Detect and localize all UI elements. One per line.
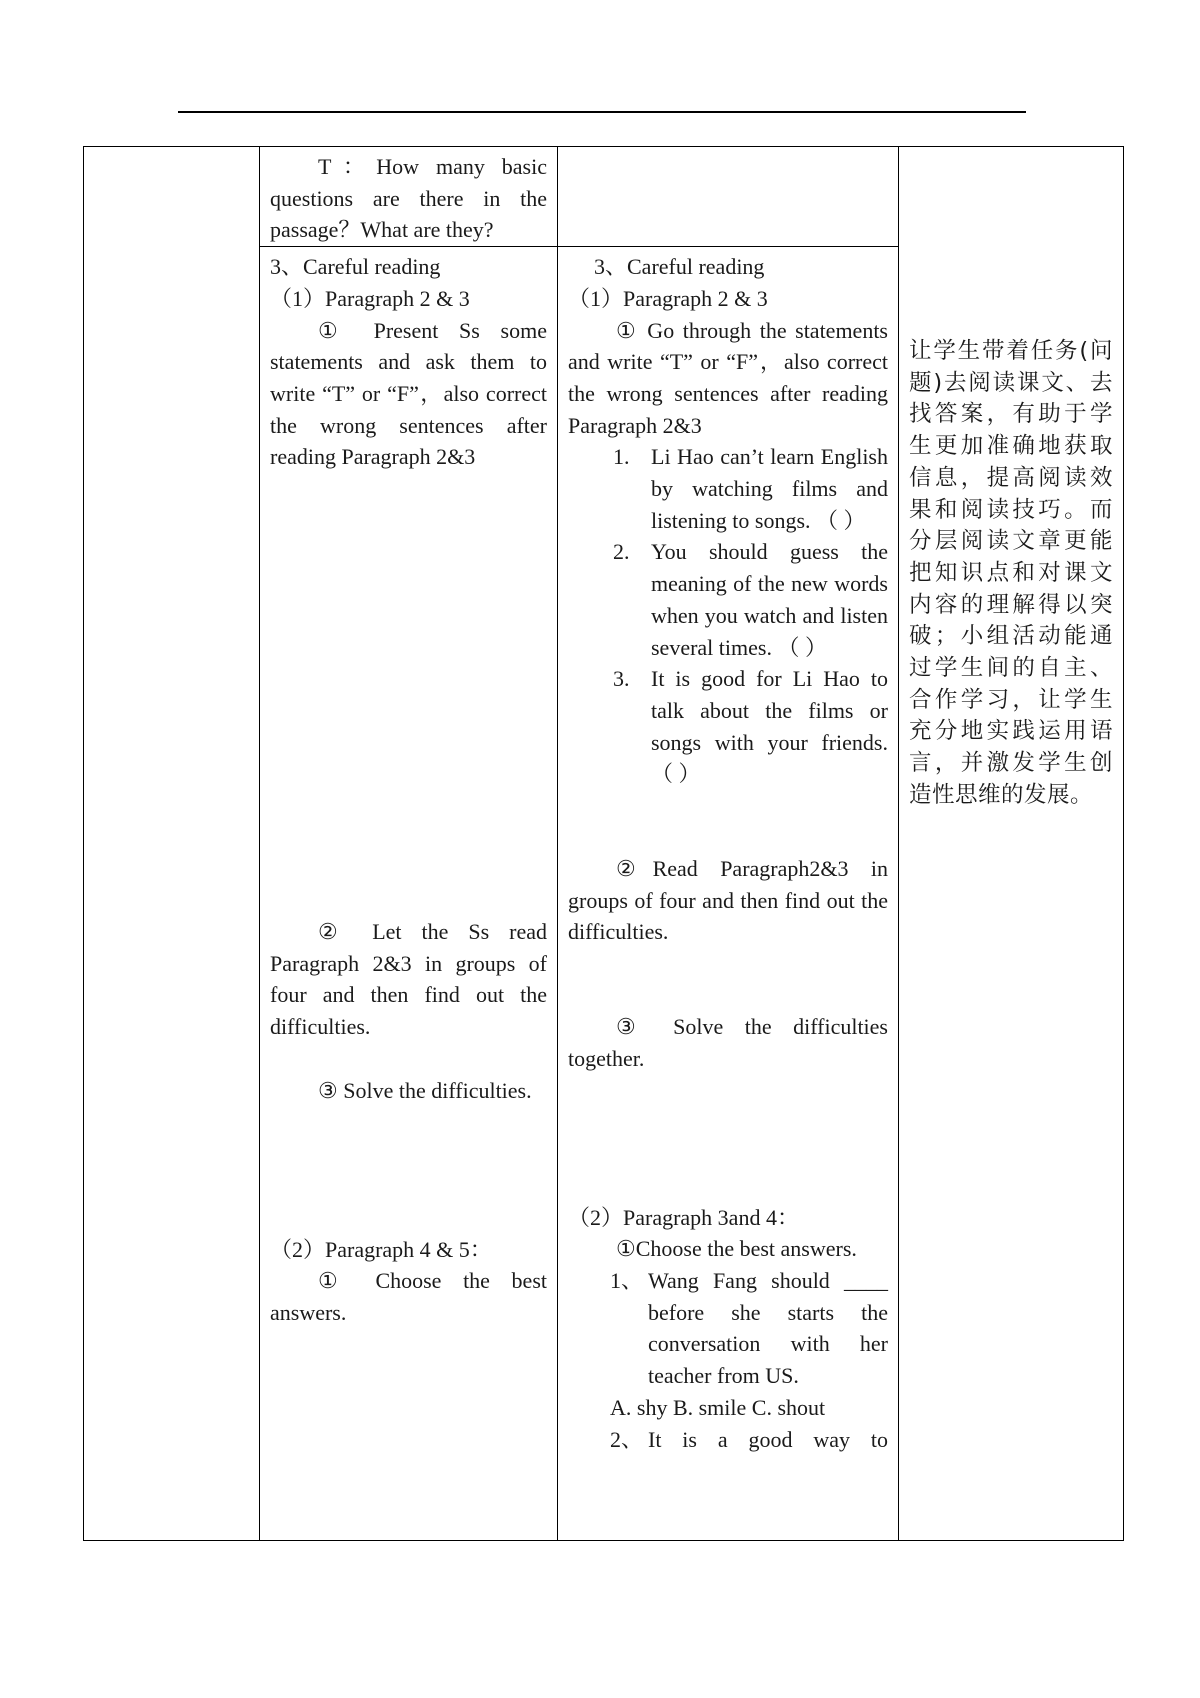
rationale-text: 让学生带着任务(问题)去阅读课文、去找答案，有助于学生更加准确地获取信息，提高阅读效果和阅读技巧。而分层阅读文章更能把知识点和对课文内容的理解得以突破；小组活动能通过学生间的自主、合作学习，让学生充分地实践运用语言，并激发学生创造性思维的发展。 xyxy=(909,338,1113,808)
question-1-options: A. shy B. smile C. shout xyxy=(610,1394,826,1420)
list-item xyxy=(613,441,888,536)
statement-list xyxy=(568,441,888,790)
teacher-step-2: ② Let the Ss read Paragraph 2&3 in groups of four and then find out the difficulties. xyxy=(270,919,547,1040)
list-item xyxy=(613,536,888,663)
question-number: 1、 xyxy=(610,1267,644,1293)
teacher-question: T：How many basic questions are there in the passage？What are they? xyxy=(270,154,547,243)
student-subheading-2: （2）Paragraph 3and 4： xyxy=(568,1204,799,1230)
list-item xyxy=(613,663,888,790)
teacher-step-3: ③ Solve the difficulties. xyxy=(318,1077,532,1103)
student-step-1: ① Go through the statements and write “T” or “F”，also correct the wrong sentences after reading Paragraph 2&3 xyxy=(568,317,888,438)
statement-number: 3. xyxy=(613,666,630,692)
statement-text: It is good for Li Hao to talk about the films or songs with your friends. （ ） xyxy=(651,666,888,787)
teacher-heading: 3、Careful reading xyxy=(270,254,441,280)
table-row xyxy=(84,147,1124,247)
statement-text: You should guess the meaning of the new words when you watch and listen several times. （ ） xyxy=(651,539,888,660)
teacher-step-4: ① Choose the best answers. xyxy=(270,1268,547,1325)
teacher-activity-cell xyxy=(260,147,558,247)
student-step-3: ③ Solve the difficulties together. xyxy=(568,1014,888,1071)
student-heading: 3、Careful reading xyxy=(594,254,765,280)
student-step-4: ①Choose the best answers. xyxy=(616,1236,857,1262)
lesson-plan-table xyxy=(83,146,1124,1541)
statement-text: Li Hao can’t learn English by watching films and listening to songs. （ ） xyxy=(651,444,888,533)
header-rule xyxy=(178,111,1026,113)
teacher-subheading: （1）Paragraph 2 & 3 xyxy=(270,285,470,311)
student-step-2: ②Read Paragraph2&3 in groups of four and then find out the difficulties. xyxy=(568,856,888,945)
teacher-activity-cell xyxy=(260,247,558,1541)
question-number: 2、 xyxy=(610,1426,644,1452)
stage-cell xyxy=(84,147,260,1541)
rationale-cell xyxy=(899,147,1124,1541)
teacher-subheading-2: （2）Paragraph 4 & 5： xyxy=(270,1236,492,1262)
teacher-step-1: ① Present Ss some statements and ask them to write “T” or “F”，also correct the wrong sentences after reading Paragraph 2&3 xyxy=(270,317,547,470)
student-activity-cell xyxy=(558,247,899,1541)
question-text: Wang Fang should ____ before she starts the conversation with her teacher from US. xyxy=(648,1267,888,1389)
statement-number: 2. xyxy=(613,539,630,565)
student-subheading: （1）Paragraph 2 & 3 xyxy=(568,285,768,311)
statement-number: 1. xyxy=(613,444,630,470)
question-text: It is a good way to xyxy=(648,1426,888,1452)
question-2 xyxy=(568,1424,888,1456)
question-1 xyxy=(568,1265,888,1392)
student-activity-cell xyxy=(558,147,899,247)
